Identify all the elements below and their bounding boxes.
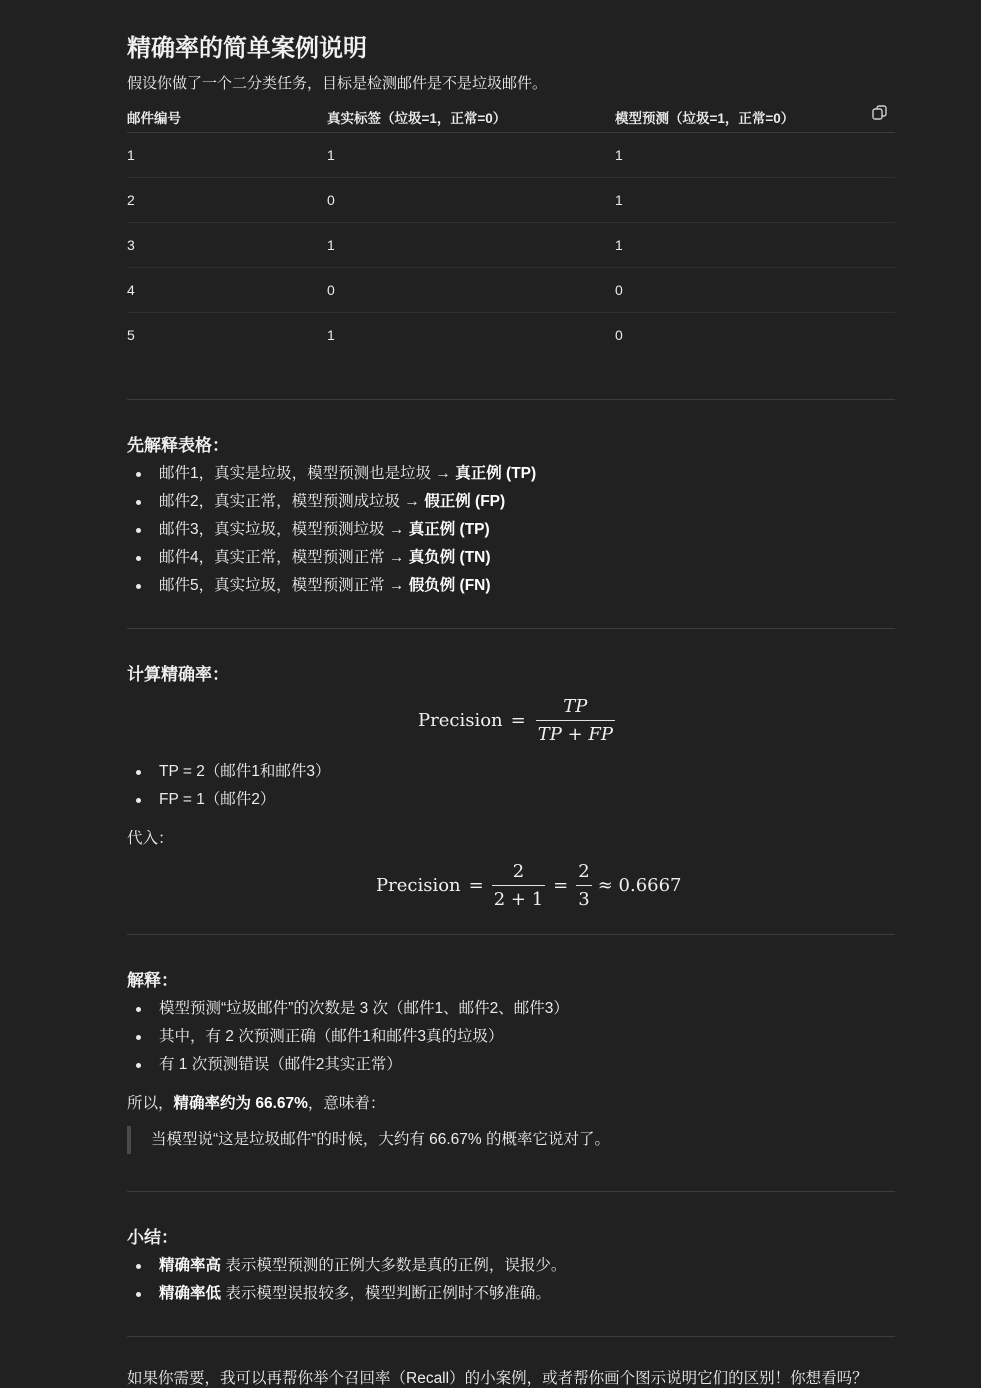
- table-cell: 0: [615, 268, 895, 313]
- section-heading: 计算精确率：: [127, 665, 229, 684]
- copy-icon: [871, 104, 889, 122]
- page-title: 精确率的简单案例说明: [127, 35, 367, 62]
- follow-up-text: 如果你需要，我可以再帮你举个召回率（Recall）的小案例，或者帮你画个图示说明它们的区别！你想看吗？: [127, 1370, 868, 1387]
- precision-value-formula: [376, 861, 682, 910]
- summary-list: [127, 1252, 566, 1308]
- list-item: 邮件1，真实是垃圾，模型预测也是垃圾 → 真正例 (TP): [127, 460, 536, 488]
- intro-text: 假设你做了一个二分类任务，目标是检测邮件是不是垃圾邮件。: [127, 75, 548, 92]
- table-cell: 2: [127, 178, 327, 223]
- formula-eq: =: [468, 875, 484, 896]
- table-cell: 4: [127, 268, 327, 313]
- column-header: 模型预测（垃圾=1，正常=0）: [615, 102, 895, 133]
- table-row: [127, 268, 895, 313]
- table-cell: 1: [615, 133, 895, 178]
- section-heading: 解释：: [127, 971, 178, 990]
- explain-list: [127, 460, 536, 600]
- table-cell: 1: [327, 223, 615, 268]
- list-item: 其中，有 2 次预测正确（邮件1和邮件3真的垃圾）: [127, 1023, 569, 1051]
- formula-lhs: Precision: [418, 710, 503, 731]
- list-item: 精确率高 表示模型预测的正例大多数是真的正例，误报少。: [127, 1252, 566, 1280]
- divider: [127, 1336, 895, 1337]
- table-cell: 1: [615, 178, 895, 223]
- table-header-row: [127, 102, 895, 133]
- table-cell: 1: [127, 133, 327, 178]
- formula-denominator: 2 + 1: [492, 885, 545, 910]
- table-row: [127, 133, 895, 178]
- interpret-list: [127, 995, 569, 1079]
- section-heading: 先解释表格：: [127, 436, 229, 455]
- formula-fraction: [576, 861, 591, 910]
- precision-formula: [418, 696, 621, 745]
- section-heading: 小结：: [127, 1228, 178, 1247]
- formula-eq: =: [553, 875, 569, 896]
- table-cell: 0: [327, 268, 615, 313]
- formula-eq: =: [510, 710, 526, 731]
- list-item: 精确率低 表示模型误报较多，模型判断正例时不够准确。: [127, 1280, 566, 1308]
- table-row: [127, 223, 895, 268]
- formula-fraction: [536, 696, 615, 745]
- table-row: [127, 178, 895, 223]
- formula-fraction: [492, 861, 545, 910]
- formula-denominator: TP + FP: [536, 720, 615, 745]
- table-cell: 3: [127, 223, 327, 268]
- divider: [127, 628, 895, 629]
- list-item: 邮件5，真实垃圾，模型预测正常 → 假负例 (FN): [127, 572, 536, 600]
- formula-numerator: TP: [563, 696, 588, 717]
- table-cell: 1: [615, 223, 895, 268]
- list-item: 邮件2，真实正常，模型预测成垃圾 → 假正例 (FP): [127, 488, 536, 516]
- table-row: [127, 313, 895, 358]
- column-header: 邮件编号: [127, 102, 327, 133]
- list-item: 模型预测“垃圾邮件”的次数是 3 次（邮件1、邮件2、邮件3）: [127, 995, 569, 1023]
- table-cell: 1: [327, 133, 615, 178]
- list-item: 邮件4，真实正常，模型预测正常 → 真负例 (TN): [127, 544, 536, 572]
- table-cell: 0: [615, 327, 623, 343]
- list-item: TP = 2（邮件1和邮件3）: [127, 758, 331, 786]
- divider: [127, 399, 895, 400]
- column-header: 真实标签（垃圾=1，正常=0）: [327, 102, 615, 133]
- formula-numerator: 2: [512, 861, 525, 882]
- list-item: FP = 1（邮件2）: [127, 786, 331, 814]
- calc-list: [127, 758, 331, 814]
- divider: [127, 934, 895, 935]
- list-item: 有 1 次预测错误（邮件2其实正常）: [127, 1051, 569, 1079]
- divider: [127, 1191, 895, 1192]
- formula-numerator: 2: [578, 861, 590, 882]
- blockquote: 当模型说“这是垃圾邮件”的时候，大约有 66.67% 的概率它说对了。: [127, 1126, 610, 1154]
- formula-lhs: Precision: [376, 875, 461, 896]
- list-item: 邮件3，真实垃圾，模型预测垃圾 → 真正例 (TP): [127, 516, 536, 544]
- substitute-label: 代入：: [127, 830, 174, 847]
- table-cell: 0: [327, 178, 615, 223]
- formula-approx: ≈ 0.6667: [597, 875, 682, 896]
- formula-denominator: 3: [576, 885, 591, 910]
- data-table: [127, 102, 895, 357]
- conclusion-text: 所以，精确率约为 66.67%，意味着：: [127, 1095, 386, 1112]
- copy-table-button[interactable]: [871, 104, 891, 124]
- table-cell: 5: [127, 327, 135, 343]
- table-cell: 1: [327, 327, 335, 343]
